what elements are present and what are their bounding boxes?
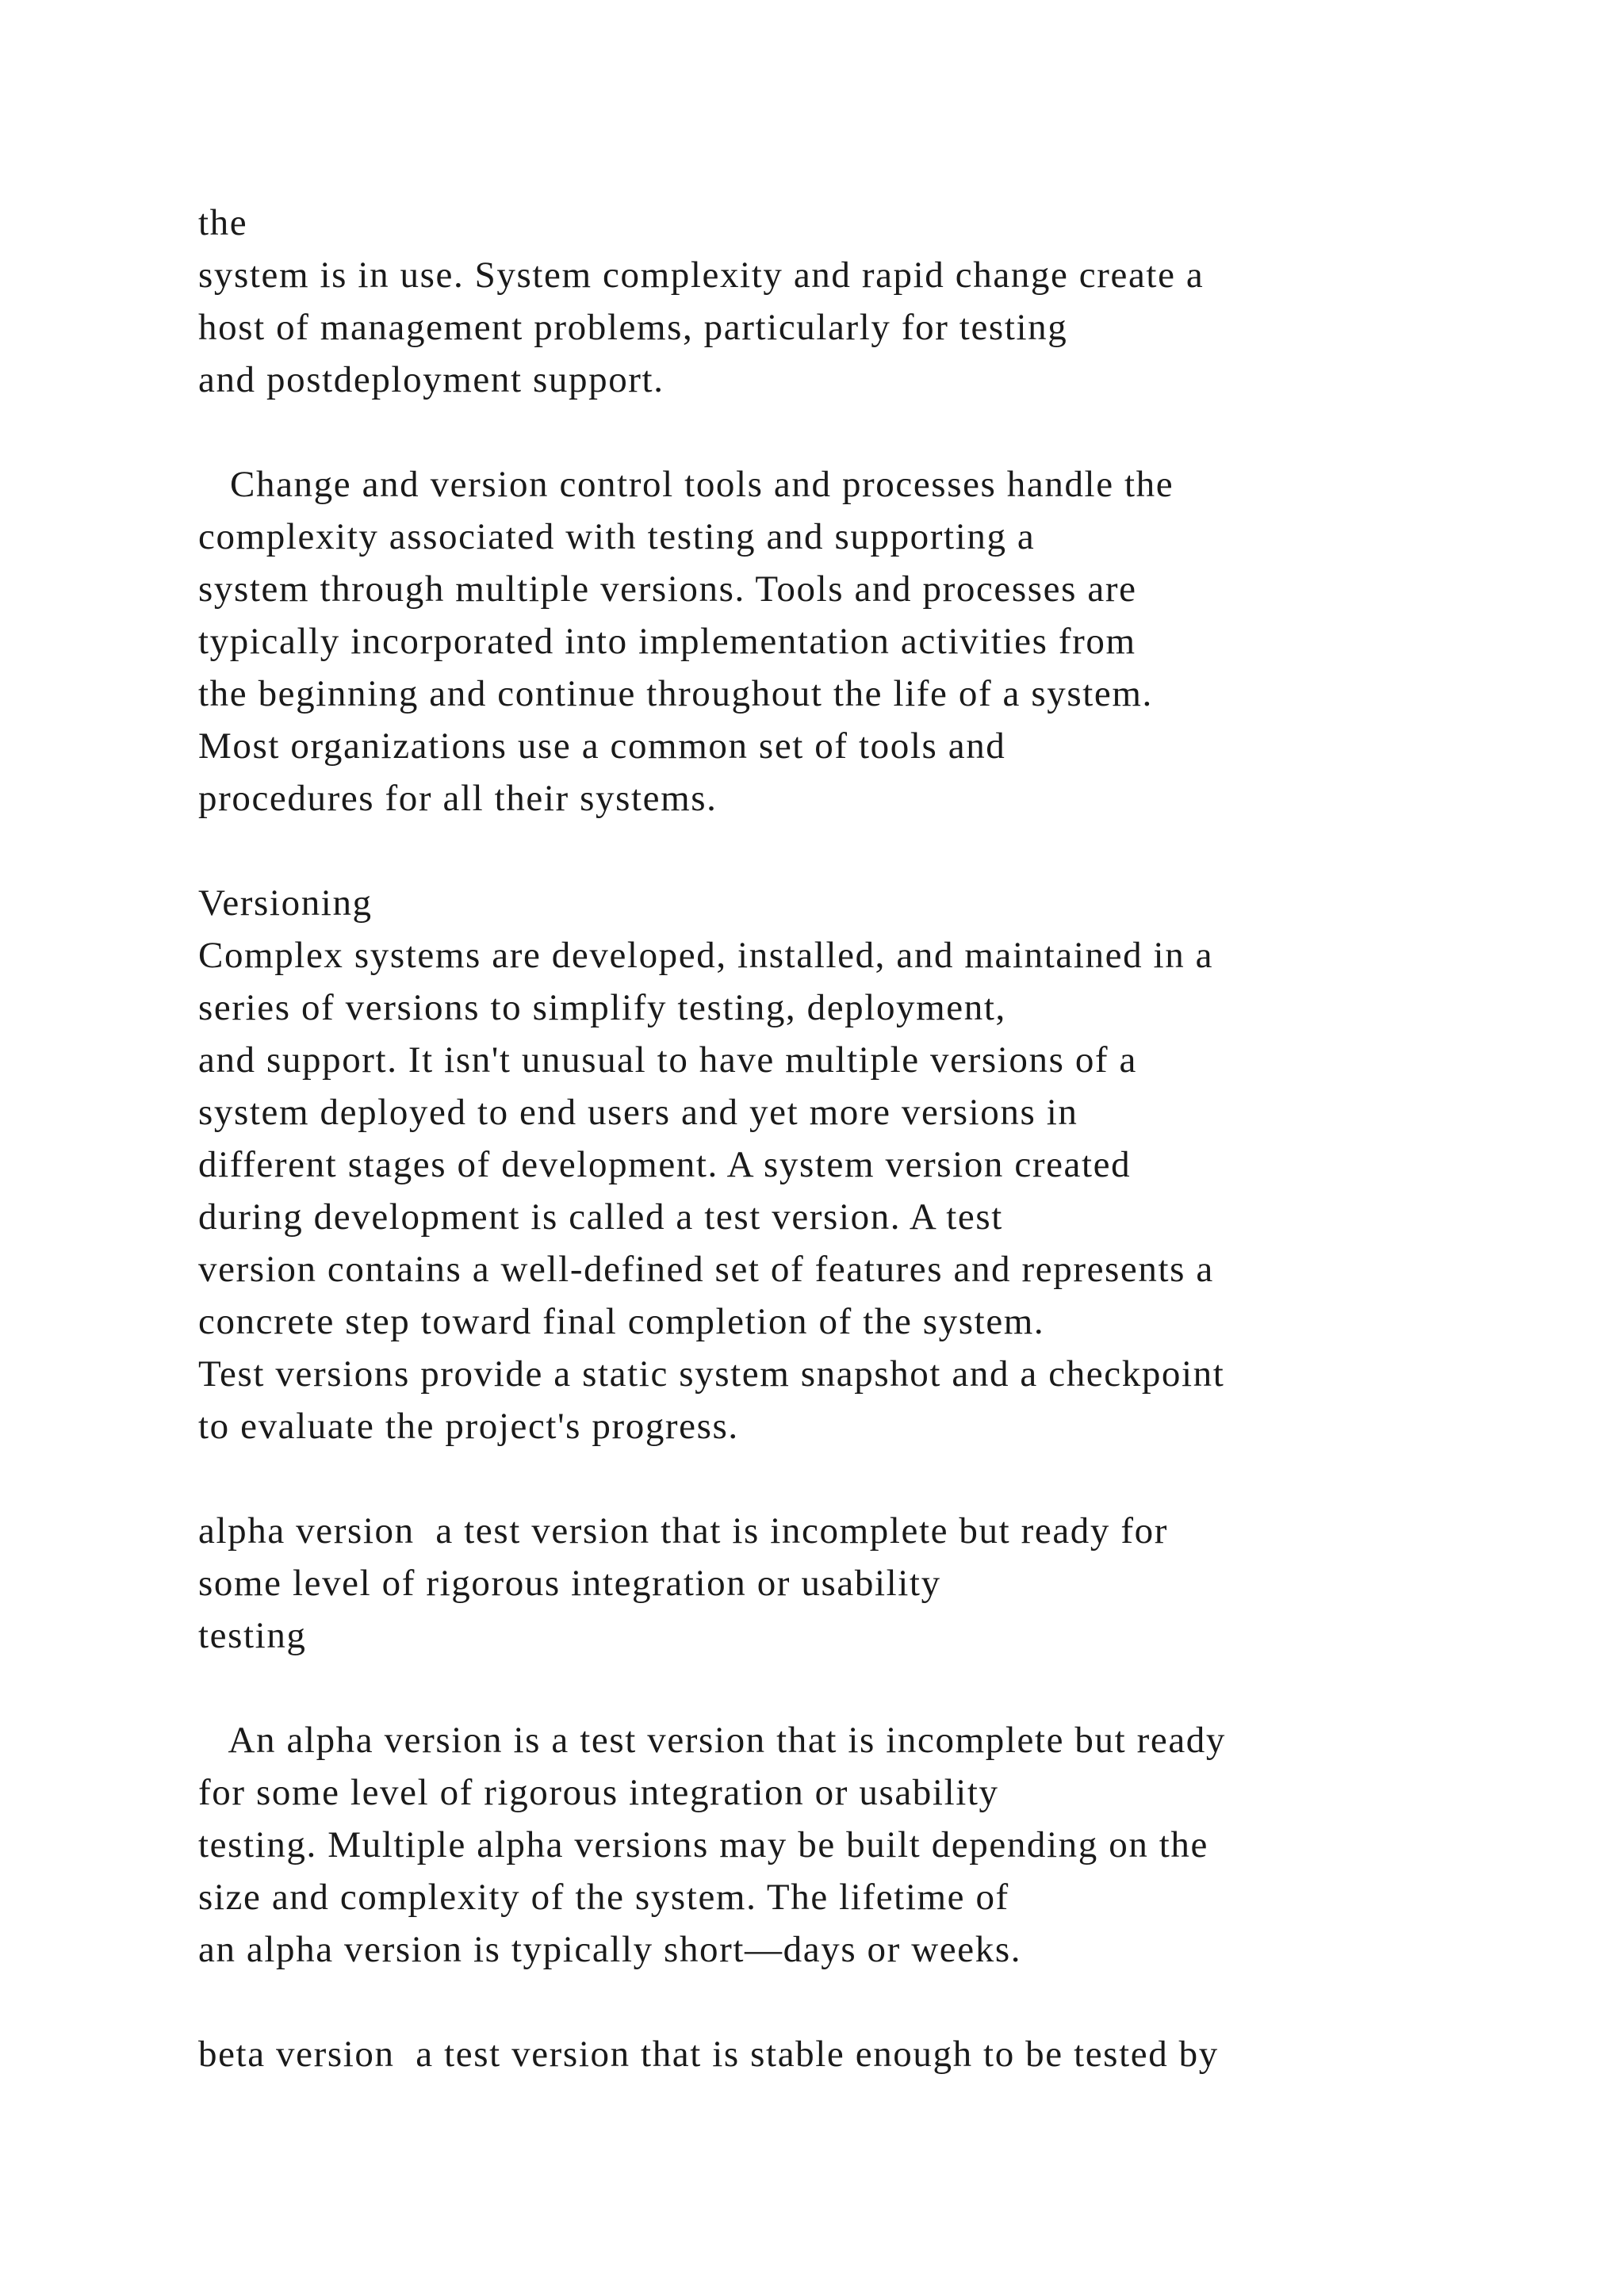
blank-line	[198, 1976, 1546, 2028]
text-line: an alpha version is typically short—days or weeks.	[198, 1929, 1022, 1970]
text-line: the beginning and continue throughout the life of a system.	[198, 673, 1153, 714]
text-line: version contains a well-defined set of features and represents a	[198, 1249, 1214, 1290]
text-line: Complex systems are developed, installed, and maintained in a	[198, 935, 1214, 976]
blank-line	[198, 406, 1546, 458]
blank-line	[198, 1452, 1546, 1505]
text-line: and support. It isn't unusual to have multiple versions of a	[198, 1039, 1137, 1081]
text-line: testing. Multiple alpha versions may be built depending on the	[198, 1824, 1208, 1866]
text-line: typically incorporated into implementation activities from	[198, 621, 1136, 662]
text-line: the	[198, 202, 248, 243]
definition-line: alpha version a test version that is incomplete but ready for	[198, 1510, 1168, 1552]
text-line: size and complexity of the system. The lifetime of	[198, 1877, 1009, 1918]
definition-line: beta version a test version that is stable enough to be tested by	[198, 2034, 1219, 2075]
definition-line: testing	[198, 1615, 307, 1656]
text-line: An alpha version is a test version that is incomplete but ready	[198, 1720, 1226, 1761]
text-line: host of management problems, particularly for testing	[198, 307, 1068, 348]
text-line: during development is called a test version. A test	[198, 1196, 1003, 1238]
text-line: different stages of development. A system version created	[198, 1144, 1132, 1185]
text-line: series of versions to simplify testing, deployment,	[198, 987, 1006, 1028]
text-line: Most organizations use a common set of tools and	[198, 725, 1006, 767]
text-line: complexity associated with testing and supporting a	[198, 516, 1036, 557]
text-line: concrete step toward final completion of the system.	[198, 1301, 1045, 1342]
text-line: for some level of rigorous integration or usability	[198, 1772, 999, 1813]
text-line: Test versions provide a static system snapshot and a checkpoint	[198, 1353, 1225, 1395]
blank-line	[198, 1662, 1546, 1714]
text-line: to evaluate the project's progress.	[198, 1406, 739, 1447]
text-line: system deployed to end users and yet more versions in	[198, 1092, 1078, 1133]
blank-line	[198, 825, 1546, 877]
text-line: and postdeployment support.	[198, 359, 665, 400]
definition-line: some level of rigorous integration or usability	[198, 1563, 941, 1604]
document-body	[198, 197, 1546, 2080]
section-heading: Versioning	[198, 882, 373, 924]
text-line: Change and version control tools and processes handle the	[198, 464, 1174, 505]
text-line: system is in use. System complexity and rapid change create a	[198, 254, 1205, 296]
text-line: system through multiple versions. Tools and processes are	[198, 568, 1137, 610]
text-line: procedures for all their systems.	[198, 778, 718, 819]
